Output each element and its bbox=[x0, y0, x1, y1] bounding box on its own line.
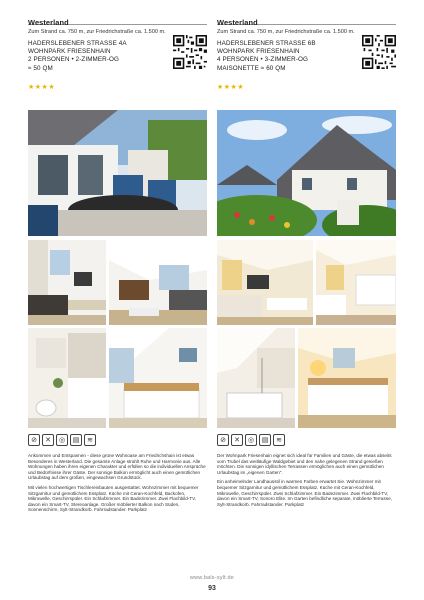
amenity-icons bbox=[28, 434, 96, 448]
photo-living-room bbox=[217, 240, 313, 325]
qr-code-icon[interactable] bbox=[173, 35, 207, 69]
description-paragraph: Ankommen und Entspannen - diese grüne Wohnoase am Friedrichshain ist etwas Besonderes in Westerland. Die gesamte Anlage strahlt Ruhe und Harmonie aus. Alle Wohnungen haben ihren eigenen Charakter und erfüllen so die individuellen Ansprüche und Bedürfnisse ihrer Gäste. Der sonnige Balkon ermöglicht auch einen gemütlichen Urlaubstag auf dem großen, eingewachsen Grundstück. bbox=[28, 453, 206, 481]
complex-line: WOHNPARK FRIESENHAIN bbox=[28, 48, 111, 56]
photo-bedroom bbox=[298, 328, 396, 428]
location-header bbox=[217, 12, 396, 25]
description-paragraph: Der Wohnpark Friesenhain eignet sich ideal für Familien und Gäste, die etwas abseits vom Trubel das weitläufige Waldgebiet und den nahe gelegenen Strand genießen möchten. Die sonnigen idyllischen Terrassen ermöglichen auch einen gemütlichen Urlaubstag im „eigenen Garten“. bbox=[217, 453, 392, 475]
location-title: Westerland bbox=[217, 18, 258, 27]
washing-machine-icon: ◎ bbox=[56, 434, 68, 446]
description bbox=[28, 453, 207, 517]
description-paragraph: Mit vielen hochwertigen Tischlereinbauten ausgestattet. Wohnzimmer mit bequemer Sitzgarnitur und gemütlichem Essplatz. Küche mit Ceran-Kochfeld, Backofen, Mikrowelle, Geschirrspüler. Ein Schlafzimmer. Ein Badezimmer. Zwei Flachbild-TV, davon ein Smart-TV, Stereoanlage. Großer möblierter Balkon nach Süden, Sonnenschirm, Sylt-Strandkorb. Fahrradstander. Parkplatz bbox=[28, 484, 199, 513]
location-title: Westerland bbox=[28, 18, 69, 27]
photo-dining bbox=[109, 240, 207, 325]
photo-bathroom bbox=[28, 328, 106, 428]
photo-living-room bbox=[28, 240, 106, 325]
photo-balcony bbox=[28, 110, 207, 236]
washing-machine-icon: ◎ bbox=[245, 434, 257, 446]
property-info bbox=[28, 40, 207, 82]
wifi-icon: ≋ bbox=[84, 434, 96, 446]
photo-bathroom bbox=[217, 328, 295, 428]
no-pets-icon: ✕ bbox=[42, 434, 54, 446]
photo-house-exterior bbox=[217, 110, 396, 236]
no-pets-icon: ✕ bbox=[231, 434, 243, 446]
photo-kitchen bbox=[316, 240, 396, 325]
address-line: HADERSLEBENER STRASSE 4A bbox=[28, 40, 127, 47]
star-rating: ★★★★ bbox=[217, 84, 245, 91]
no-smoking-icon: ⊘ bbox=[217, 434, 229, 446]
star-rating: ★★★★ bbox=[28, 84, 56, 91]
page-number: 93 bbox=[208, 585, 216, 592]
amenity-icons bbox=[217, 434, 285, 448]
size-line: ≈ 50 QM bbox=[28, 64, 53, 72]
no-smoking-icon: ⊘ bbox=[28, 434, 40, 446]
qr-code-icon[interactable] bbox=[362, 35, 396, 69]
location-header bbox=[28, 12, 207, 25]
address-line: HADERSLEBENER STRASSE 6B bbox=[217, 40, 316, 47]
wifi-icon: ≋ bbox=[273, 434, 285, 446]
persons-line: 2 PERSONEN • 2-ZIMMER-OG bbox=[28, 56, 120, 64]
description bbox=[217, 453, 396, 511]
size-line: MAISONETTE ≈ 60 QM bbox=[217, 64, 286, 72]
listing-left bbox=[28, 12, 207, 513]
dishwasher-icon: ▤ bbox=[70, 434, 82, 446]
distance-text: Zum Strand ca. 750 m, zur Friedrichstraße ca. 1.500 m. bbox=[28, 29, 166, 35]
property-info bbox=[217, 40, 396, 82]
description-paragraph: Ein anheimelnder Landhausstil in warmen Farben erwartet Sie. Wohnzimmer mit bequemer Sitzgarnitur und gemütlichem Essplatz. Küche mit Ceran-Kochfeld, Mikrowelle, Geschirrspüler. Zwei Schlafzimmer. Ein Badezimmer. Zwei Flachbild-TV, davon ein Smart-TV, Sonoro Elite. Im Garten befindliche separate, möblierte Terrasse, Sylt-Strandkorb. Fahrradstander. Parkplatz bbox=[217, 479, 392, 507]
complex-line: WOHNPARK FRIESENHAIN bbox=[217, 48, 300, 56]
photo-bedroom bbox=[109, 328, 207, 428]
persons-line: 4 PERSONEN • 3-ZIMMER-OG bbox=[217, 56, 309, 64]
dishwasher-icon: ▤ bbox=[259, 434, 271, 446]
website-link[interactable]: www.bals-sylt.de bbox=[189, 575, 235, 581]
listing-right bbox=[217, 12, 396, 507]
distance-text: Zum Strand ca. 750 m, zur Friedrichstraße ca. 1.500 m. bbox=[217, 29, 355, 35]
